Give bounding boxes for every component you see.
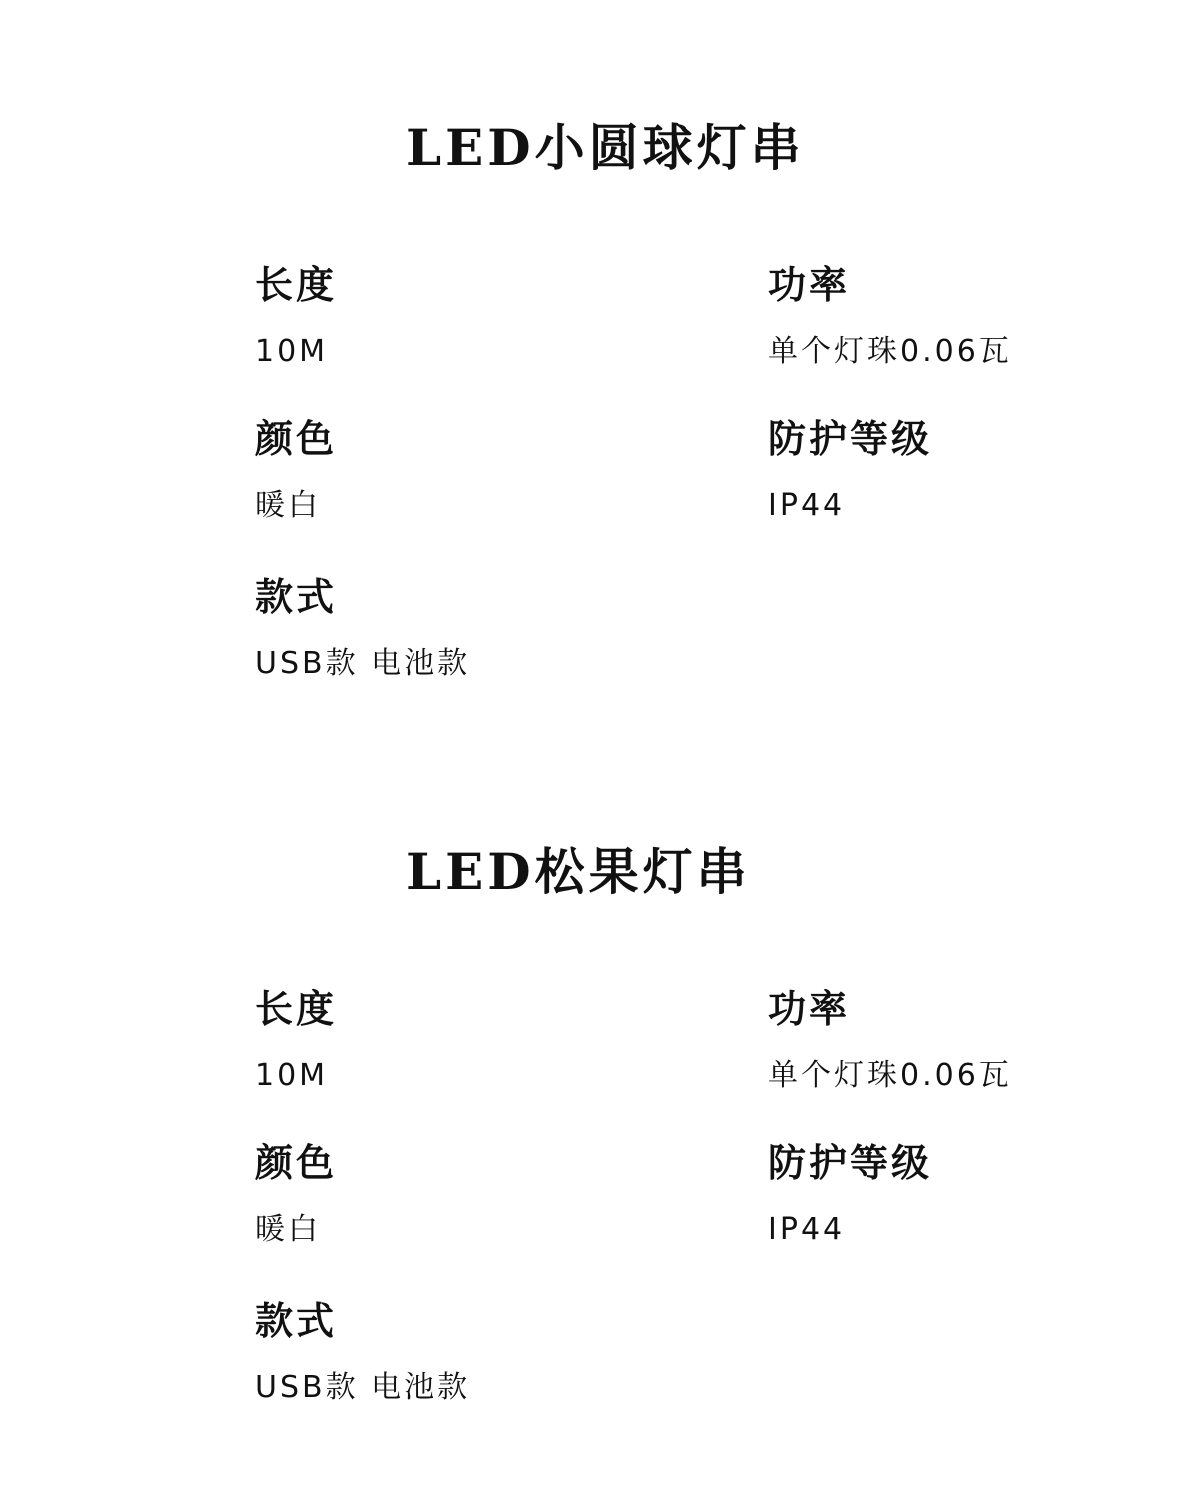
spec-label: 功率 xyxy=(768,987,851,1031)
spec-color xyxy=(255,416,675,526)
spec-value: IP44 xyxy=(768,1212,846,1247)
spec-value: 暖白 xyxy=(255,488,321,523)
spec-label: 款式 xyxy=(255,575,338,619)
spec-label: 功率 xyxy=(768,263,851,307)
spec-color xyxy=(255,1140,675,1250)
spec-power xyxy=(768,262,1188,372)
spec-value: IP44 xyxy=(768,488,846,523)
product-title: LED小圆球灯串 xyxy=(406,118,805,177)
spec-protection xyxy=(768,416,1188,526)
spec-power xyxy=(768,986,1188,1096)
spec-label: 长度 xyxy=(255,263,338,307)
spec-value: 单个灯珠0.06瓦 xyxy=(768,334,1012,369)
spec-label: 款式 xyxy=(255,1299,338,1343)
spec-label: 颜色 xyxy=(255,417,338,461)
spec-value: USB款 电池款 xyxy=(255,646,471,681)
spec-value: USB款 电池款 xyxy=(255,1370,471,1405)
product-title: LED松果灯串 xyxy=(406,842,751,901)
spec-style xyxy=(255,574,675,684)
spec-length xyxy=(255,986,675,1096)
spec-value: 暖白 xyxy=(255,1212,321,1247)
spec-protection xyxy=(768,1140,1188,1250)
spec-style xyxy=(255,1298,675,1408)
spec-value: 单个灯珠0.06瓦 xyxy=(768,1058,1012,1093)
spec-length xyxy=(255,262,675,372)
spec-label: 防护等级 xyxy=(768,1141,933,1185)
spec-value: 10M xyxy=(255,1058,329,1093)
spec-label: 颜色 xyxy=(255,1141,338,1185)
spec-label: 长度 xyxy=(255,987,338,1031)
spec-value: 10M xyxy=(255,334,329,369)
spec-label: 防护等级 xyxy=(768,417,933,461)
